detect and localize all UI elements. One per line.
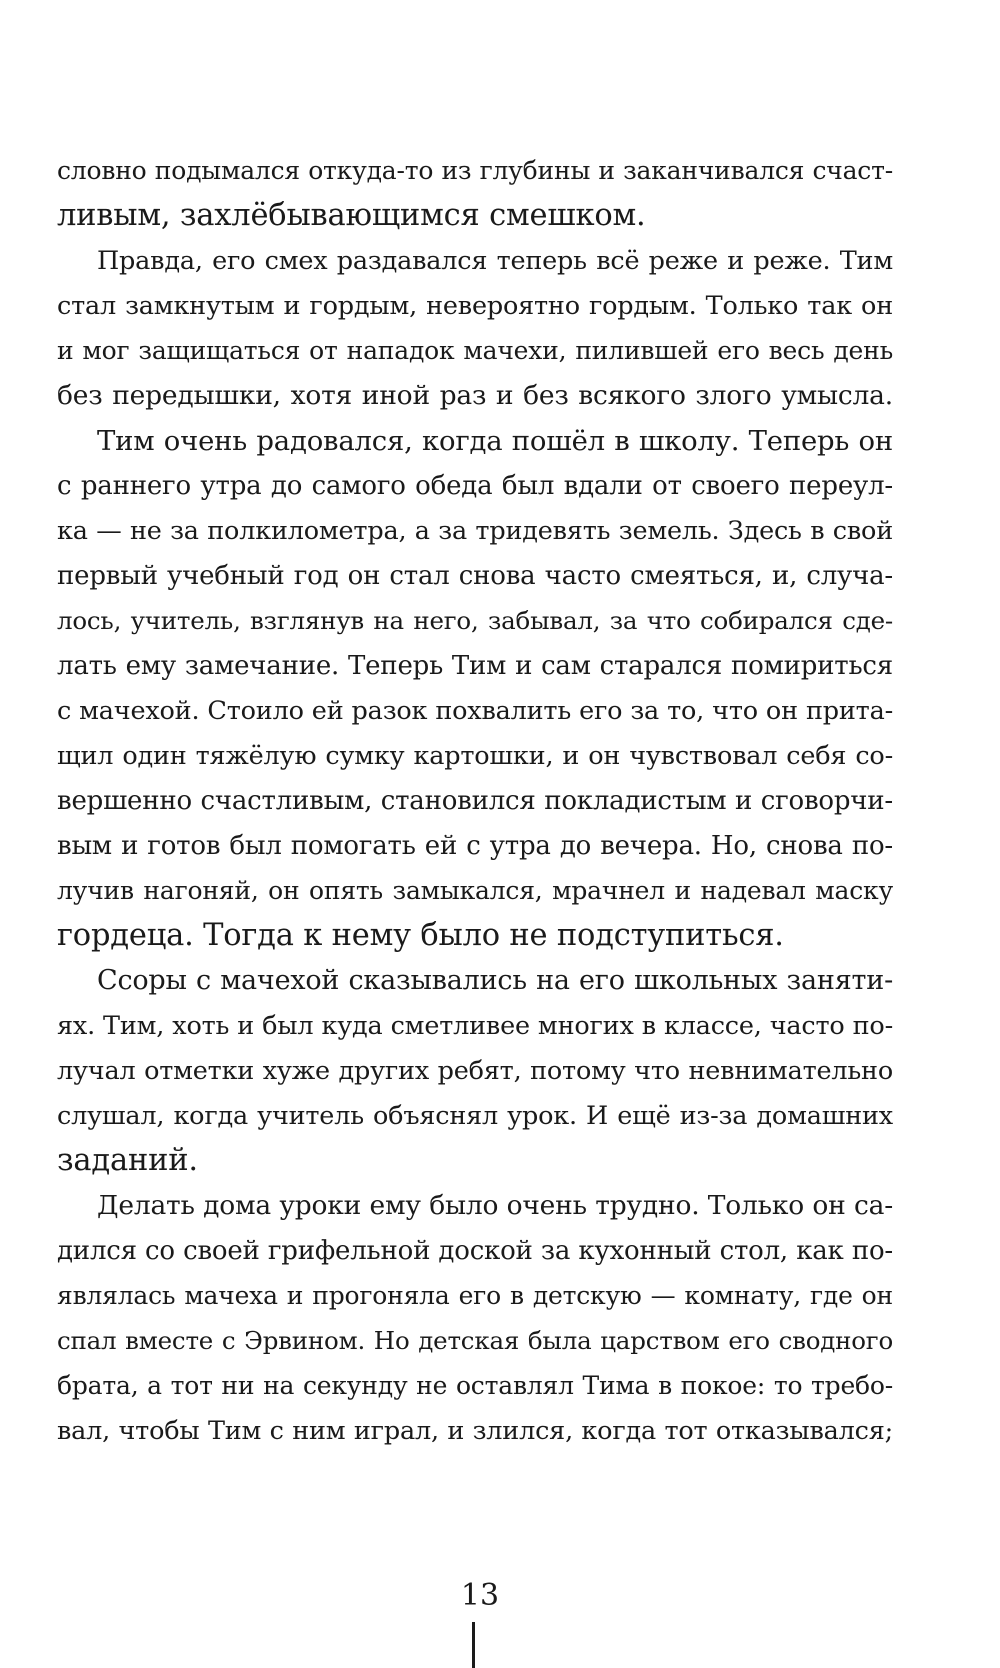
text-line: ях. Тим, хоть и был куда сметливее многих в классе, часто по- — [57, 1011, 893, 1041]
text-line: стал замкнутым и гордым, невероятно гордым. Только так он — [57, 291, 893, 321]
text-line: Правда, его смех раздавался теперь всё реже и реже. Тим — [97, 246, 893, 276]
text-line: с раннего утра до самого обеда был вдали от своего переул- — [57, 471, 893, 501]
text-line: лось, учитель, взглянув на него, забывал, за что собирался сде- — [57, 606, 893, 635]
text-line: слушал, когда учитель объяснял урок. И ещё из-за домашних — [57, 1101, 893, 1131]
text-line: ливым, захлёбывающимся смешком. — [57, 198, 646, 233]
text-line: лучив нагоняй, он опять замыкался, мрачнел и надевал маску — [57, 876, 893, 905]
page-number: 13 — [460, 1578, 500, 1613]
text-line: вершенно счастливым, становился покладистым и сговорчи- — [57, 786, 893, 816]
text-line: лать ему замечание. Теперь Тим и сам старался помириться — [57, 651, 893, 681]
text-line: вал, чтобы Тим с ним играл, и злился, когда тот отказывался; — [57, 1416, 893, 1446]
text-line: и мог защищаться от нападок мачехи, пилившей его весь день — [57, 336, 893, 365]
text-line: гордеца. Тогда к нему было не подступиться. — [57, 918, 784, 953]
text-line: спал вместе с Эрвином. Но детская была царством его сводного — [57, 1326, 893, 1355]
text-line: брата, а тот ни на секунду не оставлял Тима в покое: то требо- — [57, 1371, 893, 1400]
text-line: с мачехой. Стоило ей разок похвалить его за то, что он прита- — [57, 696, 893, 726]
page-number-rule — [472, 1622, 475, 1668]
text-line: Делать дома уроки ему было очень трудно. Только он са- — [97, 1190, 893, 1221]
text-line: первый учебный год он стал снова часто смеяться, и, случа- — [57, 561, 893, 591]
text-line: заданий. — [57, 1143, 198, 1178]
text-line: являлась мачеха и прогоняла его в детскую — комнату, где он — [57, 1281, 893, 1310]
text-line: лучал отметки хуже других ребят, потому что невнимательно — [57, 1056, 893, 1086]
text-line: словно подымался откуда-то из глубины и заканчивался счаст- — [57, 156, 893, 185]
text-line: вым и готов был помогать ей с утра до вечера. Но, снова по- — [57, 831, 893, 861]
text-line: Ссоры с мачехой сказывались на его школьных заняти- — [97, 965, 893, 996]
text-line: Тим очень радовался, когда пошёл в школу. Теперь он — [97, 425, 893, 457]
text-line: щил один тяжёлую сумку картошки, и он чувствовал себя со- — [57, 741, 893, 771]
text-line: без передышки, хотя иной раз и без всякого злого умысла. — [57, 380, 893, 411]
text-line: ка — не за полкилометра, а за тридевять земель. Здесь в свой — [57, 516, 893, 546]
text-line: дился со своей грифельной доской за кухонный стол, как по- — [57, 1236, 893, 1266]
